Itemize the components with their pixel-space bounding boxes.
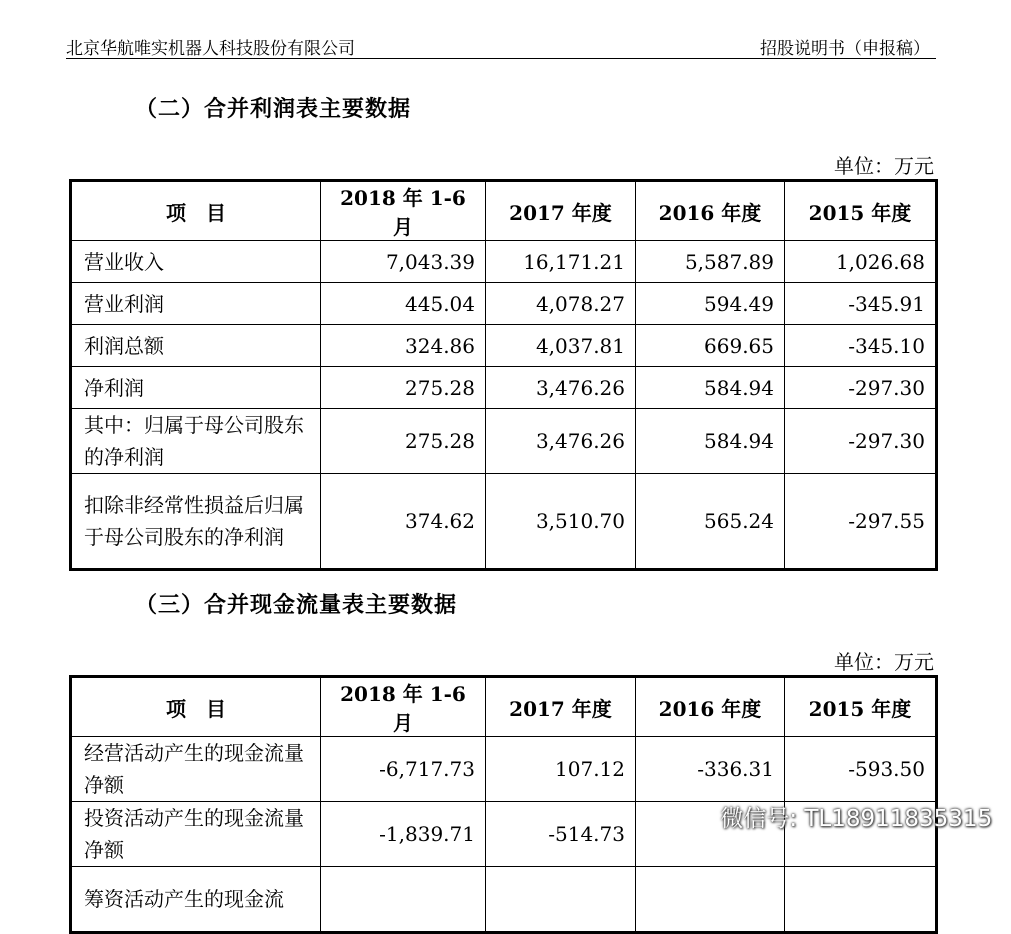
column-header: 2016 年度 bbox=[636, 677, 785, 737]
row-label: 净利润 bbox=[71, 367, 321, 409]
cell-value: 3,476.26 bbox=[486, 409, 636, 474]
wechat-icon bbox=[675, 807, 709, 833]
row-label: 扣除非经常性损益后归属于母公司股东的净利润 bbox=[71, 474, 321, 570]
cell-value: 5,587.89 bbox=[636, 241, 785, 283]
wechat-watermark bbox=[675, 800, 995, 834]
company-name: 北京华航唯实机器人科技股份有限公司 bbox=[66, 39, 355, 59]
cell-value: 107.12 bbox=[486, 737, 636, 802]
table-row bbox=[71, 409, 937, 474]
column-header: 2017 年度 bbox=[486, 677, 636, 737]
unit-label-cashflow: 单位：万元 bbox=[834, 650, 934, 674]
cell-value: 1,026.68 bbox=[785, 241, 937, 283]
cell-value: 445.04 bbox=[321, 283, 486, 325]
cell-value: 584.94 bbox=[636, 409, 785, 474]
table-row bbox=[71, 241, 937, 283]
cell-value: -345.10 bbox=[785, 325, 937, 367]
section-title-income: （二）合并利润表主要数据 bbox=[135, 97, 412, 122]
cell-value bbox=[486, 867, 636, 933]
table-row bbox=[71, 737, 937, 802]
cell-value: -1,839.71 bbox=[321, 802, 486, 867]
row-label: 筹资活动产生的现金流 bbox=[71, 867, 321, 933]
column-header: 2018 年 1-6 月 bbox=[321, 677, 486, 737]
cell-value: 4,037.81 bbox=[486, 325, 636, 367]
column-header: 2015 年度 bbox=[785, 181, 937, 241]
cell-value: 7,043.39 bbox=[321, 241, 486, 283]
cell-value: 275.28 bbox=[321, 409, 486, 474]
row-label: 利润总额 bbox=[71, 325, 321, 367]
cell-value: -6,717.73 bbox=[321, 737, 486, 802]
column-header: 项 目 bbox=[71, 181, 321, 241]
cell-value: 565.24 bbox=[636, 474, 785, 570]
column-header: 2018 年 1-6 月 bbox=[321, 181, 486, 241]
cell-value: 3,476.26 bbox=[486, 367, 636, 409]
watermark-text: 微信号: TL18911835315 bbox=[720, 806, 993, 832]
cell-value: -297.30 bbox=[785, 409, 937, 474]
cell-value: -336.31 bbox=[636, 737, 785, 802]
column-header: 2015 年度 bbox=[785, 677, 937, 737]
cell-value bbox=[321, 867, 486, 933]
row-label: 投资活动产生的现金流量净额 bbox=[71, 802, 321, 867]
cell-value: -297.55 bbox=[785, 474, 937, 570]
cell-value: -345.91 bbox=[785, 283, 937, 325]
column-header: 2017 年度 bbox=[486, 181, 636, 241]
column-header: 项 目 bbox=[71, 677, 321, 737]
row-label: 营业利润 bbox=[71, 283, 321, 325]
cell-value: 3,510.70 bbox=[486, 474, 636, 570]
cell-value: 584.94 bbox=[636, 367, 785, 409]
section-title-cashflow: （三）合并现金流量表主要数据 bbox=[135, 593, 458, 618]
cell-value: 374.62 bbox=[321, 474, 486, 570]
cell-value: 16,171.21 bbox=[486, 241, 636, 283]
cell-value: -514.73 bbox=[486, 802, 636, 867]
column-header: 2016 年度 bbox=[636, 181, 785, 241]
table-header-row bbox=[71, 181, 937, 241]
cell-value: 594.49 bbox=[636, 283, 785, 325]
table-row bbox=[71, 367, 937, 409]
document-type: 招股说明书（申报稿） bbox=[760, 39, 930, 59]
table-row bbox=[71, 474, 937, 570]
cell-value: 324.86 bbox=[321, 325, 486, 367]
cell-value: -593.50 bbox=[785, 737, 937, 802]
unit-label-income: 单位：万元 bbox=[834, 154, 934, 178]
cell-value bbox=[785, 867, 937, 933]
cell-value: 4,078.27 bbox=[486, 283, 636, 325]
table-row bbox=[71, 325, 937, 367]
table-row bbox=[71, 867, 937, 933]
cell-value: 669.65 bbox=[636, 325, 785, 367]
table-row bbox=[71, 283, 937, 325]
row-label: 其中：归属于母公司股东的净利润 bbox=[71, 409, 321, 474]
cell-value: -297.30 bbox=[785, 367, 937, 409]
row-label: 经营活动产生的现金流量净额 bbox=[71, 737, 321, 802]
page-header bbox=[66, 30, 936, 59]
income-statement-table bbox=[69, 179, 938, 571]
cell-value: 275.28 bbox=[321, 367, 486, 409]
table-header-row bbox=[71, 677, 937, 737]
cell-value bbox=[636, 867, 785, 933]
row-label: 营业收入 bbox=[71, 241, 321, 283]
